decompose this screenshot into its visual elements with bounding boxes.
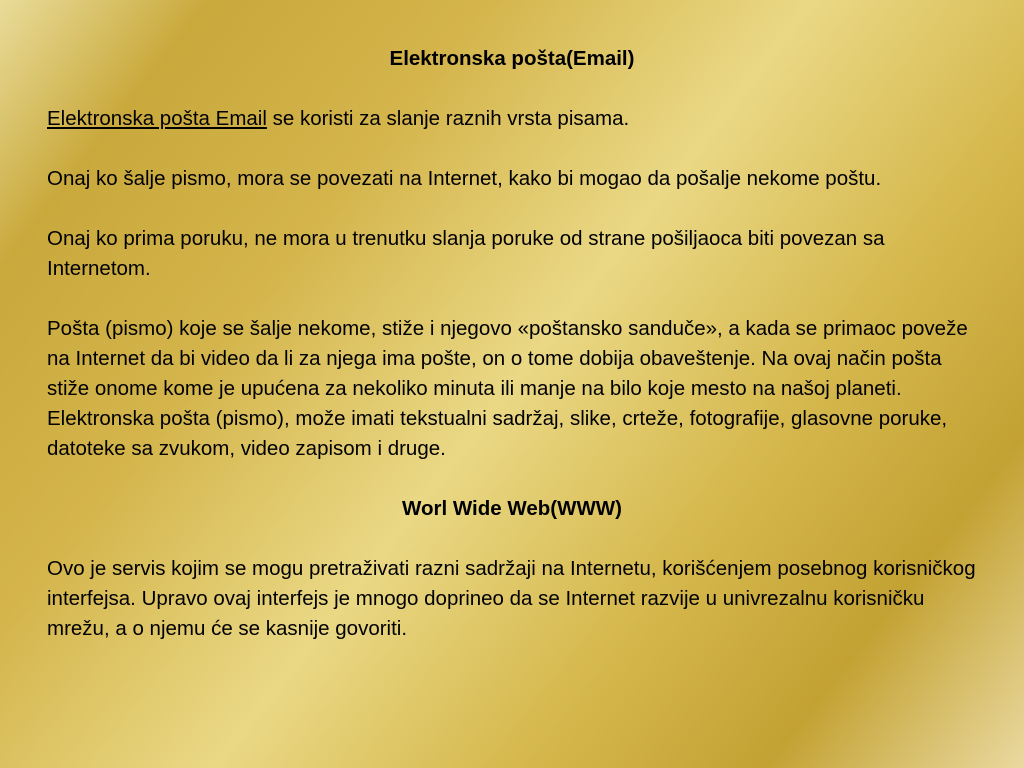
www-paragraph: Ovo je servis kojim se mogu pretraživati razni sadržaji na Internetu, korišćenjem posebnog korisničkog interfejsa. Upravo ovaj interfejs je mnogo doprineo da se Internet razvije u univrezalnu korisničku mrežu, a o njemu će se kasnije govoriti.	[47, 557, 976, 640]
intro-text: se koristi za slanje raznih vrsta pisama.	[266, 107, 630, 130]
receiver-paragraph: Onaj ko prima poruku, ne mora u trenutku slanja poruke od strane pošiljaoca biti povezan sa Internetom.	[47, 227, 885, 280]
spacer	[47, 194, 977, 224]
mailbox-paragraph: Pošta (pismo) koje se šalje nekome, stiže i njegovo «poštansko sanduče», a kada se primaoc poveže na Internet da bi video da li za njega ima pošte, on o tome dobija obaveštenje. Na ovaj način pošta stiže onome kome je upućena za nekoliko minuta ili manje na bilo koje mesto na našoj planeti. Elektronska pošta (pismo), može imati tekstualni sadržaj, slike, crteže, fotografije, glasovne poruke, datoteke sa zvukom, video zapisom i druge.	[47, 317, 968, 460]
email-link[interactable]: Elektronska pošta Email	[47, 107, 267, 130]
intro-paragraph	[47, 104, 977, 134]
spacer	[47, 74, 977, 104]
slide-content	[47, 44, 977, 644]
spacer	[47, 134, 977, 164]
spacer	[47, 524, 977, 554]
sender-paragraph: Onaj ko šalje pismo, mora se povezati na Internet, kako bi mogao da pošalje nekome poštu.	[47, 167, 882, 190]
www-heading: Worl Wide Web(WWW)	[402, 497, 622, 520]
spacer	[47, 284, 977, 314]
spacer	[47, 464, 977, 494]
email-heading: Elektronska pošta(Email)	[389, 47, 635, 70]
